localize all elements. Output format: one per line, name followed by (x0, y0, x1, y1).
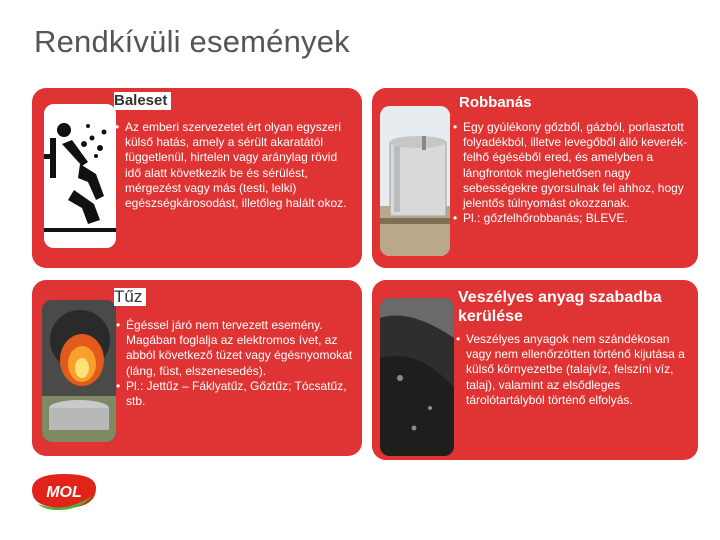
mol-logo-icon (28, 470, 100, 512)
page-title: Rendkívüli események (34, 24, 350, 59)
accident-pictogram-image (44, 104, 116, 248)
bullet-item: • Pl.: Jettűz – Fáklyatűz, Gőztűz; Tócsatűz, stb. (116, 379, 356, 409)
card-baleset (32, 88, 362, 268)
card-veszelyes-anyag (372, 280, 698, 460)
bullet-item: • Az emberi szervezetet ért olyan egyszeri külső hatás, amely a sérült akaratától függetlenül, hirtelen vagy aránylag rövid idő alatt következik be és sérülést, mérgezést vagy más (testi, lelki) egészségkárosodást, illetőleg halált okoz. (115, 120, 355, 211)
bullet-item: • Pl.: gőzfelhőrobbanás; BLEVE. (453, 211, 693, 226)
mol-logo-text: MOL (46, 484, 82, 501)
mol-logo (28, 470, 100, 512)
card-robbanas (372, 88, 698, 268)
storage-tank-image (380, 106, 450, 256)
card-heading: Veszélyes anyag szabadba kerülése (458, 289, 662, 325)
card-bullets (116, 318, 356, 409)
card-heading: Robbanás (459, 94, 532, 111)
card-bullets (115, 120, 355, 211)
storage-tank-icon (380, 106, 450, 256)
bullet-item: • Veszélyes anyagok nem szándékosan vagy nem ellenőrzötten történő kijutása a külső környezetbe (talajvíz, felszíni víz, talaj), valamint az elsődleges tárolótartályból történő elfolyás. (456, 332, 696, 408)
fire-icon (42, 300, 116, 442)
accident-icon (44, 104, 116, 248)
oil-spill-icon (380, 298, 454, 456)
card-tuz (32, 280, 362, 456)
card-heading: Baleset (114, 92, 171, 110)
bullet-item: • Egy gyúlékony gőzből, gázból, porlasztott folyadékból, illetve levegőből álló keverék-felhő égéséből ered, és amelyben a lángfrontok meglehetősen nagy sebességekre gyorsulnak fel ahhoz, hogy jelentős túlnyomást okozzanak. (453, 120, 693, 211)
card-bullets (453, 120, 693, 226)
card-bullets (456, 332, 696, 408)
tank-fire-image (42, 300, 116, 442)
bullet-item: • Égéssel járó nem tervezett esemény. Magában foglalja az elektromos ívet, az abból következő tüzet vagy égésnyomokat (láng, füst, elszenesedés). (116, 318, 356, 379)
card-heading: Tűz (114, 288, 146, 306)
oil-spill-image (380, 298, 454, 456)
